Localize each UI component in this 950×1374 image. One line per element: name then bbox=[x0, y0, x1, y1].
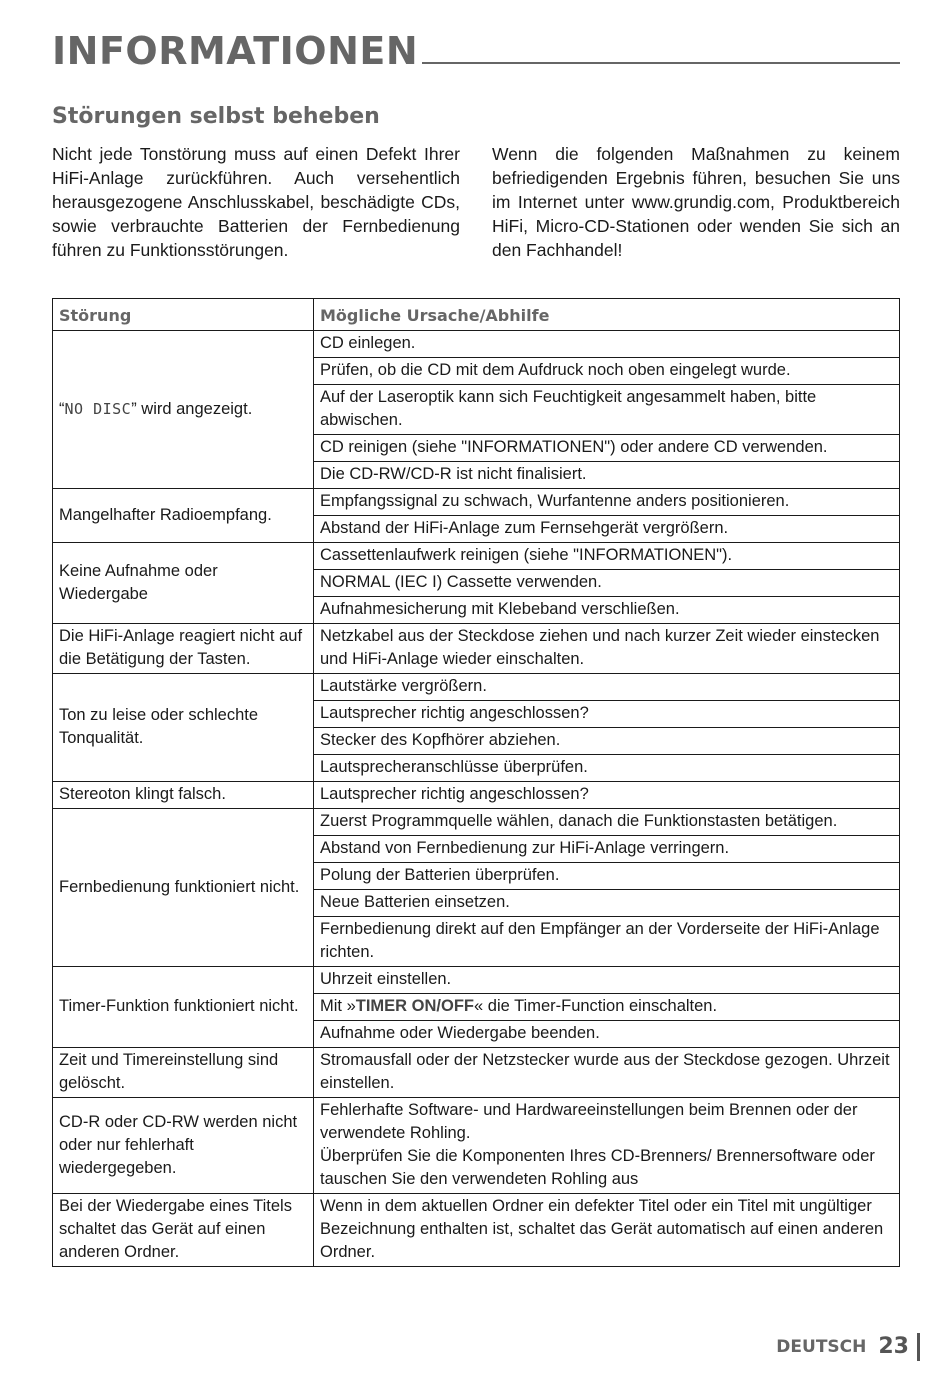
remedy-cell: Lautsprecher richtig angeschlossen? bbox=[314, 701, 900, 728]
table-row bbox=[53, 782, 900, 809]
column-header-problem: Störung bbox=[53, 299, 314, 331]
problem-cell: Ton zu leise oder schlechte Tonqualität. bbox=[53, 674, 314, 782]
remedy-cell: Aufnahme oder Wiedergabe beenden. bbox=[314, 1021, 900, 1048]
table-row bbox=[53, 1098, 900, 1194]
button-name-label: TIMER ON/OFF bbox=[355, 997, 475, 1015]
section-title: Störungen selbst beheben bbox=[52, 104, 380, 129]
table-row bbox=[53, 967, 900, 994]
remedy-text: Mit » bbox=[320, 997, 356, 1015]
problem-cell: Timer-Funktion funktioniert nicht. bbox=[53, 967, 314, 1048]
remedy-cell: Abstand von Fernbedienung zur HiFi-Anlage verringern. bbox=[314, 836, 900, 863]
remedy-text: « die Timer-Function einschalten. bbox=[474, 997, 718, 1015]
table-header-row bbox=[53, 299, 900, 331]
remedy-cell: Wenn in dem aktuellen Ordner ein defekter Titel oder ein Titel mit ungültiger Bezeichnung enthalten ist, schaltet das Gerät automatisch auf einen anderen Ordner. bbox=[314, 1194, 900, 1267]
remedy-cell: Empfangssignal zu schwach, Wurfantenne anders positionieren. bbox=[314, 489, 900, 516]
remedy-cell: CD reinigen (siehe "INFORMATIONEN") oder andere CD verwenden. bbox=[314, 435, 900, 462]
table-row bbox=[53, 809, 900, 836]
remedy-cell: Zuerst Programmquelle wählen, danach die Funktionstasten betätigen. bbox=[314, 809, 900, 836]
problem-cell: Die HiFi-Anlage reagiert nicht auf die Betätigung der Tasten. bbox=[53, 624, 314, 674]
troubleshooting-table bbox=[52, 298, 900, 1267]
problem-cell: Stereoton klingt falsch. bbox=[53, 782, 314, 809]
remedy-cell: Stecker des Kopfhörer abziehen. bbox=[314, 728, 900, 755]
problem-quote-open: “ bbox=[59, 399, 65, 418]
table-row bbox=[53, 674, 900, 701]
table-row bbox=[53, 543, 900, 570]
table-row bbox=[53, 1048, 900, 1098]
page-title: INFORMATIONEN bbox=[52, 29, 419, 73]
intro-paragraph-left: Nicht jede Tonstörung muss auf einen Defekt Ihrer HiFi-Anlage zurückführen. Auch versehentlich herausgezogene Anschlusskabel, beschädigte CDs, sowie verbrauchte Batterien der Fernbedienung führen zu Funktionsstörungen. bbox=[52, 144, 460, 260]
footer-language: DEUTSCH bbox=[776, 1337, 867, 1357]
remedy-cell: Fernbedienung direkt auf den Empfänger an der Vorderseite der HiFi-Anlage richten. bbox=[314, 917, 900, 967]
page-number: 23 bbox=[878, 1333, 920, 1361]
remedy-cell: NORMAL (IEC I) Cassette verwenden. bbox=[314, 570, 900, 597]
problem-cell: Bei der Wiedergabe eines Titels schaltet das Gerät auf einen anderen Ordner. bbox=[53, 1194, 314, 1267]
page-footer bbox=[776, 1333, 920, 1361]
remedy-cell: CD einlegen. bbox=[314, 331, 900, 358]
remedy-cell: Auf der Laseroptik kann sich Feuchtigkeit angesammelt haben, bitte abwischen. bbox=[314, 385, 900, 435]
remedy-cell: Die CD-RW/CD-R ist nicht finalisiert. bbox=[314, 462, 900, 489]
remedy-cell: Uhrzeit einstellen. bbox=[314, 967, 900, 994]
problem-cell bbox=[53, 331, 314, 489]
remedy-cell: Aufnahmesicherung mit Klebeband verschließen. bbox=[314, 597, 900, 624]
problem-cell: Keine Aufnahme oder Wiedergabe bbox=[53, 543, 314, 624]
header-rule bbox=[422, 62, 900, 64]
page-header bbox=[52, 20, 900, 73]
remedy-cell bbox=[314, 994, 900, 1021]
problem-cell: Zeit und Timereinstellung sind gelöscht. bbox=[53, 1048, 314, 1098]
problem-cell: Fernbedienung funktioniert nicht. bbox=[53, 809, 314, 967]
table-row bbox=[53, 331, 900, 358]
remedy-cell: Neue Batterien einsetzen. bbox=[314, 890, 900, 917]
problem-text: ” wird angezeigt. bbox=[131, 399, 253, 418]
remedy-cell: Netzkabel aus der Steckdose ziehen und nach kurzer Zeit wieder einstecken und HiFi-Anlage wieder einschalten. bbox=[314, 624, 900, 674]
remedy-cell: Abstand der HiFi-Anlage zum Fernsehgerät vergrößern. bbox=[314, 516, 900, 543]
intro-paragraph-right: Wenn die folgenden Maßnahmen zu keinem befriedigenden Ergebnis führen, besuchen Sie uns im Internet unter www.grundig.com, Produktbereich HiFi, Micro-CD-Stationen oder wenden Sie sich an den Fachhandel! bbox=[492, 144, 900, 260]
table-body bbox=[53, 331, 900, 1267]
table-row bbox=[53, 1194, 900, 1267]
remedy-cell: Polung der Batterien überprüfen. bbox=[314, 863, 900, 890]
problem-cell: CD-R oder CD-RW werden nicht oder nur fehlerhaft wiedergegeben. bbox=[53, 1098, 314, 1194]
remedy-cell: Fehlerhafte Software- und Hardwareeinstellungen beim Brennen oder der verwendete Rohling. Überprüfen Sie die Komponenten Ihres CD-Brenners/ Brennersoftware oder tauschen Sie den verwendeten Rohling aus bbox=[314, 1098, 900, 1194]
problem-cell: Mangelhafter Radioempfang. bbox=[53, 489, 314, 543]
remedy-cell: Cassettenlaufwerk reinigen (siehe "INFORMATIONEN"). bbox=[314, 543, 900, 570]
remedy-cell: Lautsprecheranschlüsse überprüfen. bbox=[314, 755, 900, 782]
remedy-cell: Prüfen, ob die CD mit dem Aufdruck noch oben eingelegt wurde. bbox=[314, 358, 900, 385]
lcd-display-text: NO DISC bbox=[64, 399, 132, 418]
column-header-remedy: Mögliche Ursache/Abhilfe bbox=[314, 299, 900, 331]
table-row bbox=[53, 624, 900, 674]
remedy-cell: Stromausfall oder der Netzstecker wurde aus der Steckdose gezogen. Uhrzeit einstellen. bbox=[314, 1048, 900, 1098]
remedy-cell: Lautsprecher richtig angeschlossen? bbox=[314, 782, 900, 809]
remedy-cell: Lautstärke vergrößern. bbox=[314, 674, 900, 701]
table-row bbox=[53, 489, 900, 516]
